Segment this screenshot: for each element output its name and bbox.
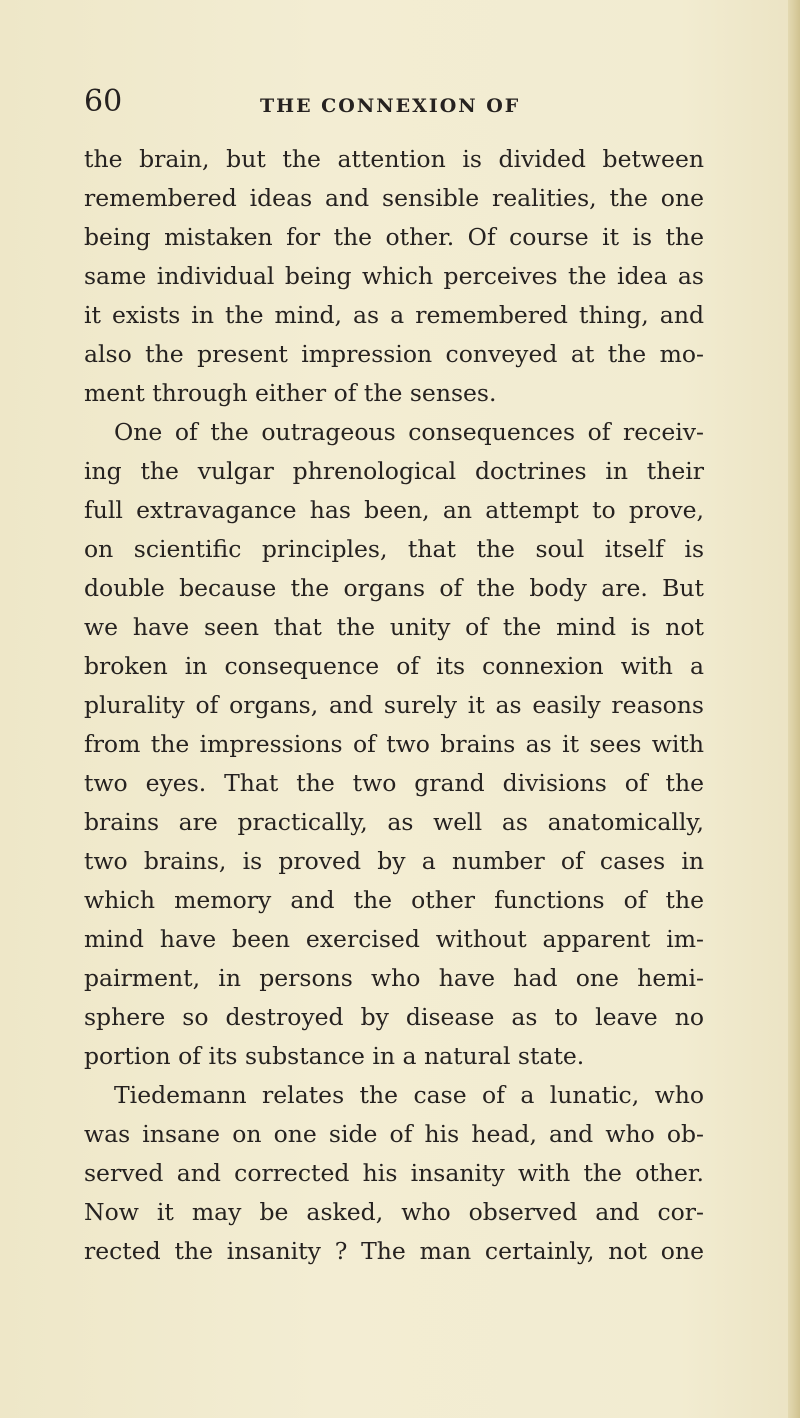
- text-line: being mistaken for the other. Of course it is the: [84, 223, 704, 251]
- text-line: we have seen that the unity of the mind is not: [84, 613, 704, 641]
- text-line: it exists in the mind, as a remembered thing, and: [84, 301, 704, 329]
- text-line: broken in consequence of its connexion with a: [84, 652, 704, 680]
- page-number: 60: [84, 84, 123, 119]
- text-line: Now it may be asked, who observed and cor-: [84, 1198, 704, 1226]
- text-line: ing the vulgar phrenological doctrines in their: [84, 457, 704, 485]
- text-line: was insane on one side of his head, and who ob-: [84, 1120, 704, 1148]
- text-line: also the present impression conveyed at the mo-: [84, 340, 704, 368]
- text-line: One of the outrageous consequences of receiv-: [114, 418, 704, 446]
- text-line: remembered ideas and sensible realities, the one: [84, 184, 704, 212]
- page-header: [84, 82, 704, 122]
- page-edge: [788, 0, 800, 1418]
- text-line: sphere so destroyed by disease as to leave no: [84, 1003, 704, 1031]
- text-line: brains are practically, as well as anatomically,: [84, 808, 704, 836]
- text-line: the brain, but the attention is divided between: [84, 145, 704, 173]
- text-line: which memory and the other functions of the: [84, 886, 704, 914]
- running-head: THE CONNEXION OF: [260, 95, 521, 117]
- text-line: two brains, is proved by a number of cases in: [84, 847, 704, 875]
- text-line: on scientific principles, that the soul itself is: [84, 535, 704, 563]
- text-line: double because the organs of the body are. But: [84, 574, 704, 602]
- text-line: mind have been exercised without apparent im-: [84, 925, 704, 953]
- text-line: rected the insanity ? The man certainly, not one: [84, 1237, 704, 1265]
- text-line: two eyes. That the two grand divisions of the: [84, 769, 704, 797]
- text-line: Tiedemann relates the case of a lunatic, who: [114, 1081, 704, 1109]
- text-line: ment through either of the senses.: [84, 379, 497, 407]
- text-line: plurality of organs, and surely it as easily reasons: [84, 691, 704, 719]
- body-text: [84, 140, 704, 1271]
- text-line: pairment, in persons who have had one hemi-: [84, 964, 704, 992]
- text-line: portion of its substance in a natural state.: [84, 1042, 585, 1070]
- text-line: from the impressions of two brains as it sees with: [84, 730, 704, 758]
- text-line: same individual being which perceives the idea as: [84, 262, 704, 290]
- text-line: full extravagance has been, an attempt to prove,: [84, 496, 704, 524]
- text-line: served and corrected his insanity with the other.: [84, 1159, 704, 1187]
